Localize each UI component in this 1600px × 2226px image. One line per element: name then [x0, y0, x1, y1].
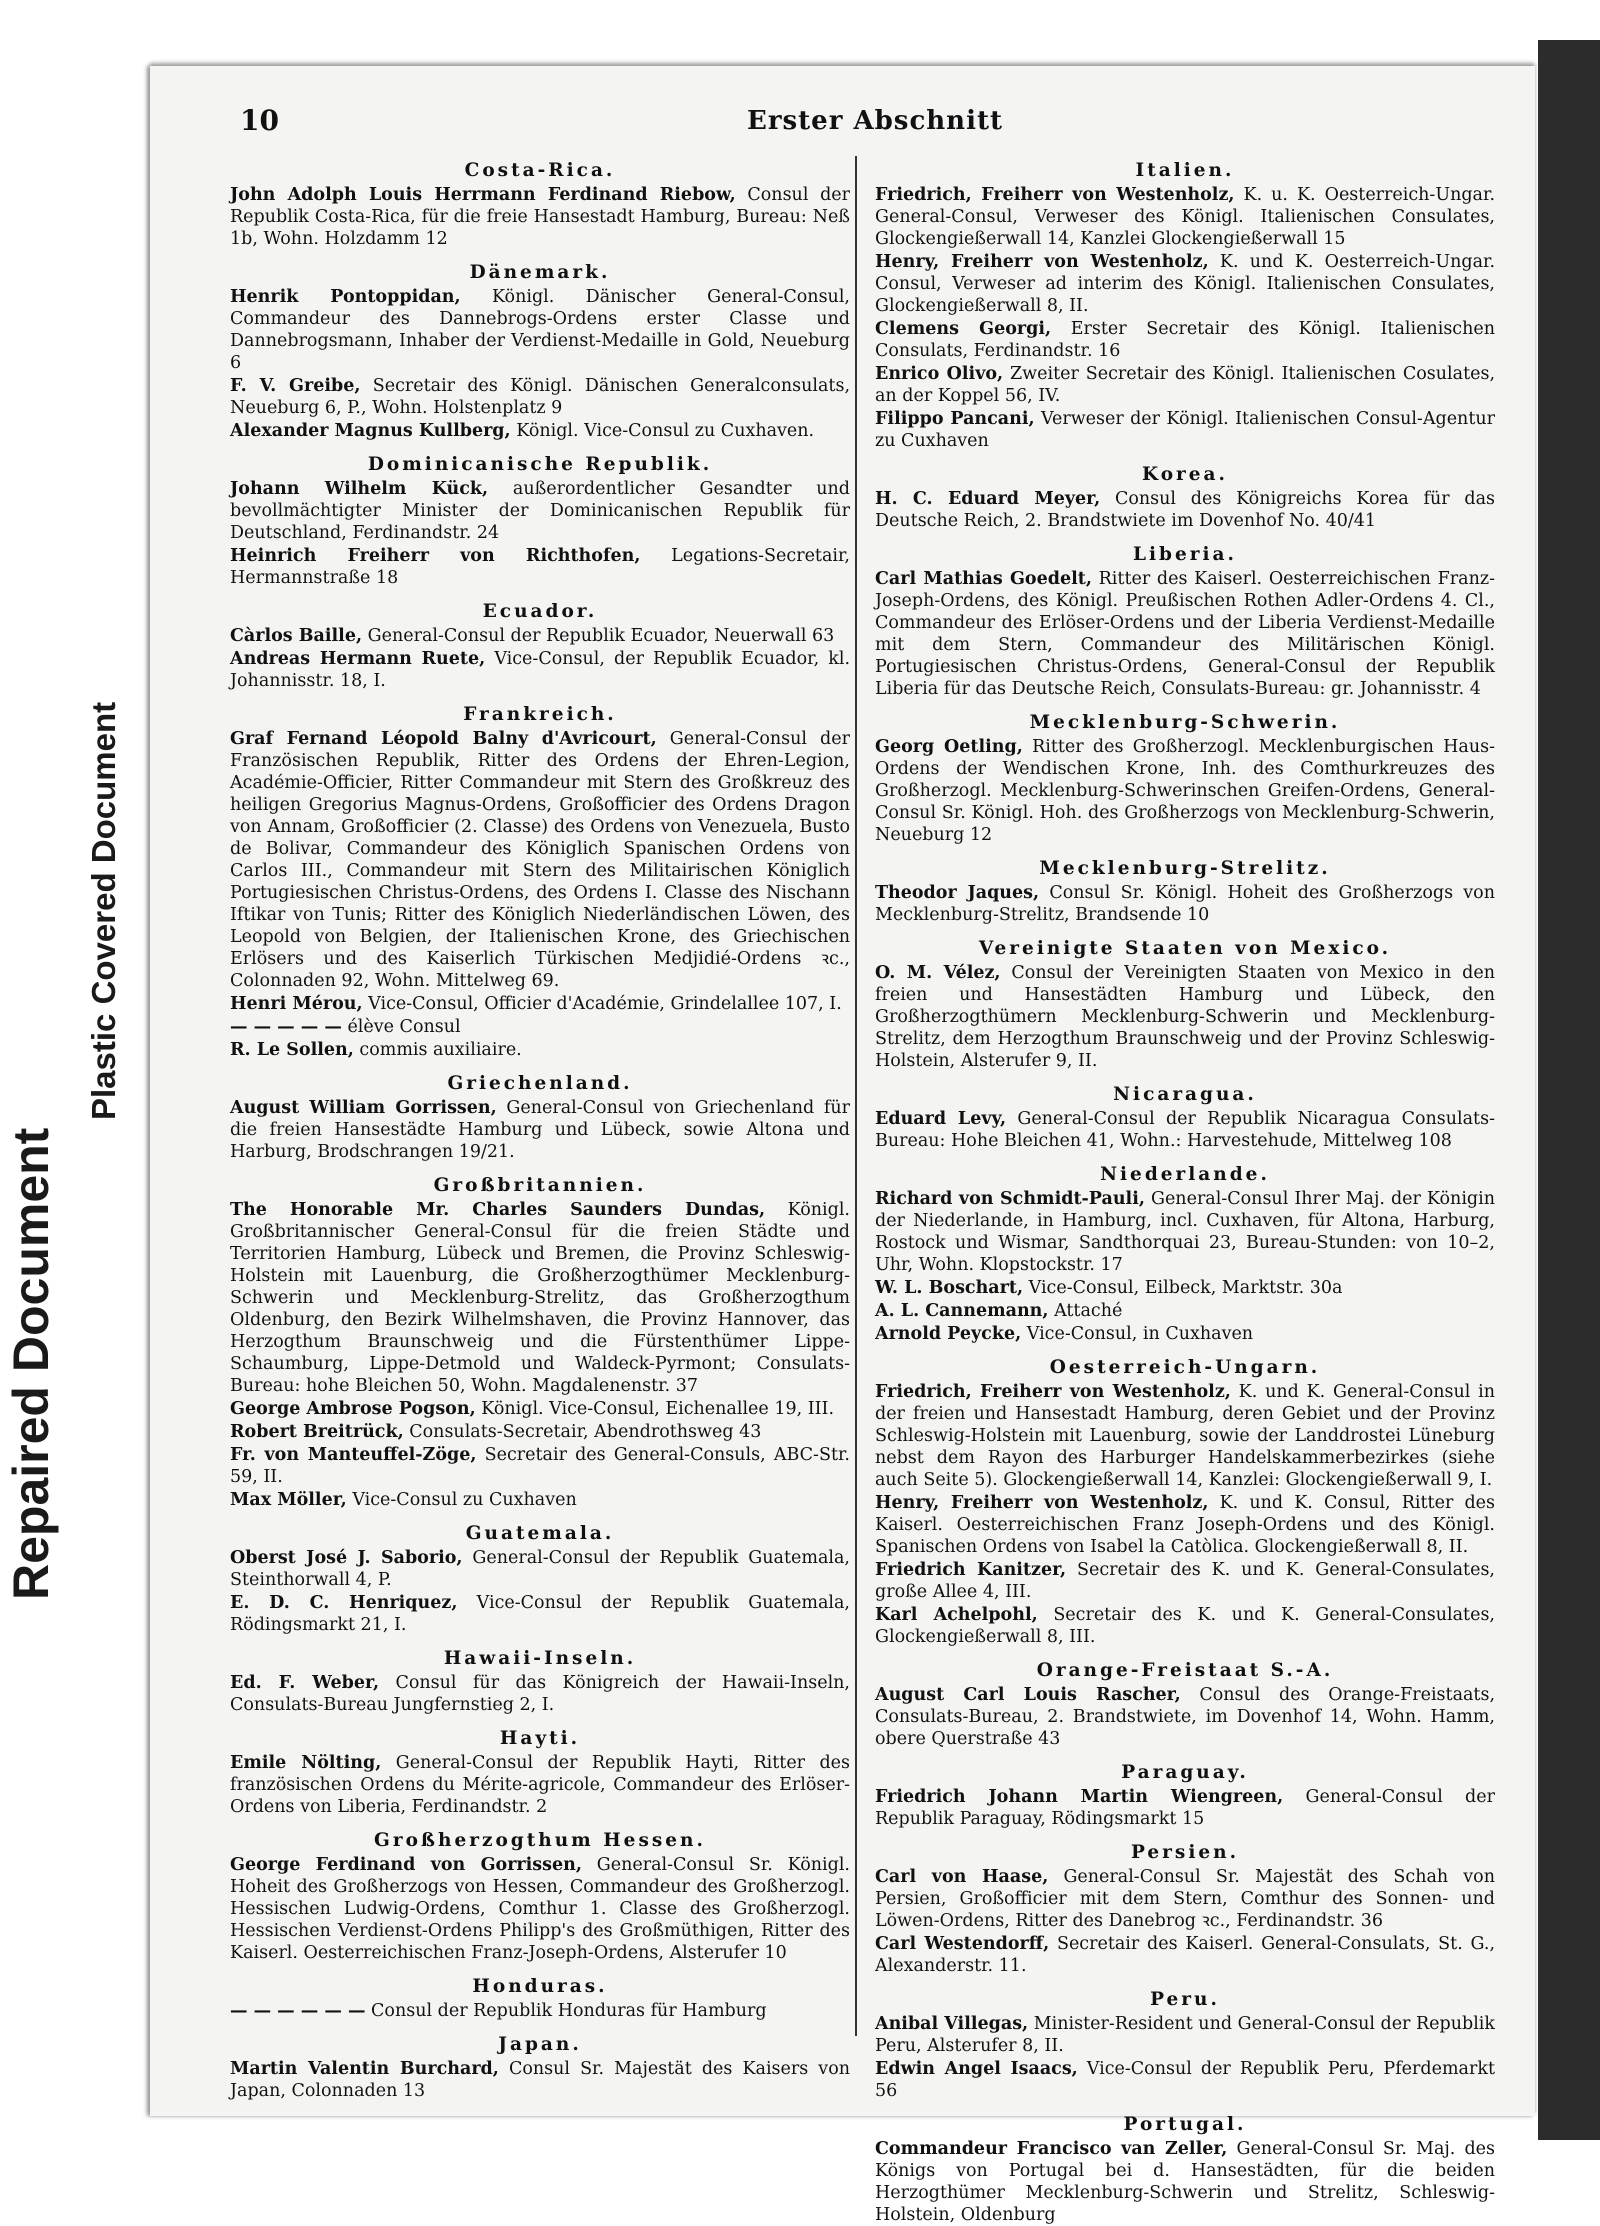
consul-entry [230, 1489, 850, 1511]
entry-name: Emile Nölting, [230, 1753, 382, 1773]
section-title: Paraguay. [1121, 1762, 1249, 1783]
section-title: Persien. [1130, 1842, 1240, 1863]
country-section [230, 1523, 850, 1636]
country-section [230, 262, 850, 442]
entry-name: August Carl Louis Rascher, [875, 1685, 1181, 1705]
consul-entry [230, 478, 850, 544]
consul-entry [230, 625, 850, 647]
country-section [230, 1728, 850, 1818]
consul-entry [230, 993, 850, 1015]
entry-text: Königl. Großbritannischer General-Consul für die freien Städte und Territorien Hamburg, Lübeck und Bremen, die Provinz Schleswig-Holstein mit Lauenburg, die Großherzogthümer Mecklenburg-Schwerin und Mecklenburg-Strelitz, das Großherzogthum Oldenburg, den Bezirk Wilhelmshaven, die Provinz Hannover, das Herzogthum Braunschweig und die Fürstenthümer Lippe-Schaumburg, Lippe-Detmold und Waldeck-Pyrmont; Consulats-Bureau: hohe Bleichen 50, Wohn. Magdalenenstr. 37 [230, 1200, 850, 1396]
entry-text: Secretair des Königl. Dänischen Generalconsulats, Neueburg 6, P., Wohn. Holstenplatz 9 [230, 376, 851, 418]
country-section [230, 1073, 850, 1163]
entry-text: Königl. Vice-Consul, Eichenallee 19, III. [475, 1399, 835, 1419]
consul-entry [230, 1199, 850, 1397]
consul-entry [875, 962, 1495, 1072]
section-title: Costa-Rica. [464, 160, 616, 181]
entry-name: Henry, Freiherr von Westenholz, [875, 252, 1209, 272]
entry-text: Legations-Secretair, Hermannstraße 18 [230, 546, 850, 588]
entry-text: General-Consul Sr. Majestät des Schah von Persien, Großofficier mit dem Stern, Comthur des Sonnen- und Löwen-Ordens, Ritter des Danebrog ꝛc., Ferdinandstr. 36 [875, 1867, 1495, 1931]
left-column [230, 156, 851, 2101]
section-title: Japan. [498, 2034, 582, 2055]
right-column [875, 156, 1496, 2225]
entry-name: Fr. von Manteuffel-Zöge, [230, 1445, 477, 1465]
entry-text: Königl. Vice-Consul zu Cuxhaven. [510, 421, 815, 441]
consul-entry [230, 1854, 850, 1964]
entry-text: Consul Sr. Majestät des Kaisers von Japan, Colonnaden 13 [230, 2059, 850, 2101]
entry-name: Max Möller, [230, 1490, 347, 1510]
entry-name: Oberst José J. Saborio, [230, 1548, 463, 1568]
side-label-plastic: Plastic Covered Document [85, 701, 122, 1120]
section-title: Italien. [1135, 160, 1235, 181]
consul-entry [230, 420, 850, 442]
entry-name: Edwin Angel Isaacs, [875, 2059, 1078, 2079]
entry-text: Vice-Consul, in Cuxhaven [1021, 1324, 1254, 1344]
consul-entry [875, 363, 1495, 407]
section-title: Vereinigte Staaten von Mexico. [978, 938, 1392, 959]
country-section [230, 1648, 850, 1716]
country-section [230, 2034, 850, 2102]
entry-text: Secretair des Kaiserl. General-Consulats, St. G., Alexanderstr. 11. [875, 1934, 1496, 1976]
country-section [875, 1989, 1495, 2102]
entry-text: Vice-Consul der Republik Peru, Pferdemarkt 56 [875, 2059, 1495, 2101]
consul-entry [230, 1672, 850, 1716]
consul-entry [875, 1300, 1495, 1322]
country-section [875, 858, 1495, 926]
consul-entry [875, 1381, 1495, 1491]
entry-text: Consul des Königreichs Korea für das Deutsche Reich, 2. Brandstwiete im Dovenhof No. 40/41 [875, 489, 1495, 531]
consul-entry [875, 1866, 1495, 1932]
entry-text: Consul für das Königreich der Hawaii-Inseln, Consulats-Bureau Jungfernstieg 2, I. [230, 1673, 850, 1715]
entry-text: General-Consul Ihrer Maj. der Königin der Niederlande, in Hamburg, incl. Cuxhaven, für Altona, Harburg, Rostock und Wismar, Sandthorquai 23, Bureau-Stunden: von 10–2, Uhr, Wohn. Klopstockstr. 17 [875, 1189, 1495, 1275]
section-title: Honduras. [472, 1976, 608, 1997]
section-title: Mecklenburg-Schwerin. [1029, 712, 1341, 733]
consul-entry [875, 2058, 1495, 2102]
entry-text: K. und K. Consul, Ritter des Kaiserl. Oesterreichischen Franz Joseph-Ordens und des Königl. Spanischen Ordens von Isabel la Catòlica. Glockengießerwall 8, II. [875, 1493, 1495, 1557]
country-section [230, 160, 850, 250]
entry-name: Heinrich Freiherr von Richthofen, [230, 546, 641, 566]
country-section [230, 704, 850, 1061]
consul-entry [875, 736, 1495, 846]
side-label-repaired: Repaired Document [3, 1127, 59, 1600]
entry-text: außerordentlicher Gesandter und bevollmächtigter Minister der Dominicanischen Republik für Deutschland, Ferdinandstr. 24 [230, 479, 851, 543]
consul-entry [875, 184, 1495, 250]
entry-name: A. L. Cannemann, [875, 1301, 1049, 1321]
entry-text: Erster Secretair des Königl. Italienischen Consulats, Ferdinandstr. 16 [875, 319, 1495, 361]
consul-entry [230, 2058, 850, 2102]
entry-name: Friedrich Johann Martin Wiengreen, [875, 1787, 1284, 1807]
country-section [230, 1175, 850, 1511]
entry-name: Friedrich Kanitzer, [875, 1560, 1067, 1580]
entry-text: General-Consul der Republik Ecuador, Neuerwall 63 [362, 626, 835, 646]
entry-name: John Adolph Louis Herrmann Ferdinand Riebow, [230, 185, 736, 205]
consul-entry [875, 2138, 1495, 2226]
section-title: Großherzogthum Hessen. [374, 1830, 706, 1851]
section-title: Hayti. [499, 1728, 581, 1749]
entry-name: Theodor Jaques, [875, 883, 1040, 903]
entry-name: O. M. Vélez, [875, 963, 1001, 983]
running-head: Erster Abschnitt [747, 106, 1003, 136]
consul-entry [230, 1592, 850, 1636]
country-section [875, 938, 1495, 1072]
section-title: Peru. [1150, 1989, 1220, 2010]
consul-entry [230, 545, 850, 589]
country-section [230, 454, 850, 589]
entry-text: Königl. Dänischer General-Consul, Commandeur des Dannebrogs-Ordens erster Classe und Dannebrogsmann, Inhaber der Verdienst-Medaille in Gold, Neueburg 6 [230, 287, 850, 373]
entry-name: Martin Valentin Burchard, [230, 2059, 499, 2079]
country-section [875, 1357, 1495, 1648]
entry-text: Consul der Republik Honduras für Hamburg [365, 2001, 767, 2021]
entry-text: élève Consul [341, 1017, 461, 1037]
entry-text: Vice-Consul, der Republik Ecuador, kl. Johannisstr. 18, I. [230, 649, 851, 691]
country-section [875, 2114, 1495, 2226]
section-title: Dänemark. [469, 262, 611, 283]
consul-entry [230, 728, 850, 992]
page-number: 10 [240, 104, 279, 137]
entry-name: Carl von Haase, [875, 1867, 1049, 1887]
consul-entry [875, 1786, 1495, 1830]
entry-text: General-Consul Sr. Maj. des Königs von Portugal bei d. Hansestädten, für die beiden Herzogthümer Mecklenburg-Schwerin und Strelitz, Schleswig-Holstein, Oldenburg [875, 2139, 1496, 2225]
country-section [875, 1164, 1495, 1345]
entry-name: — — — — — [230, 1017, 342, 1037]
consul-entry [230, 1097, 850, 1163]
entry-name: George Ambrose Pogson, [230, 1399, 476, 1419]
entry-text: Consul Sr. Königl. Hoheit des Großherzogs von Mecklenburg-Strelitz, Brandsende 10 [875, 883, 1495, 925]
consul-entry [230, 1444, 850, 1488]
country-section [875, 1842, 1495, 1977]
entry-name: Henri Mérou, [230, 994, 363, 1014]
entry-text: Vice-Consul, Eilbeck, Marktstr. 30a [1023, 1278, 1343, 1298]
entry-text: General-Consul der Republik Hayti, Ritter des französischen Ordens du Mérite-agricole, Commandeur des Erlöser-Ordens von Liberia, Ferdinandstr. 2 [230, 1753, 850, 1817]
consul-entry [230, 1039, 850, 1061]
entry-text: Consulats-Secretair, Abendrothsweg 43 [403, 1422, 762, 1442]
entry-name: Georg Oetling, [875, 737, 1023, 757]
section-title: Ecuador. [482, 601, 598, 622]
consul-entry [230, 648, 850, 692]
consul-entry [875, 1492, 1495, 1558]
section-title: Oesterreich-Ungarn. [1049, 1357, 1321, 1378]
entry-name: The Honorable Mr. Charles Saunders Dundas, [230, 1200, 766, 1220]
entry-name: Alexander Magnus Kullberg, [230, 421, 511, 441]
entry-text: Secretair des K. und K. General-Consulates, Glockengießerwall 8, III. [875, 1605, 1495, 1647]
section-title: Niederlande. [1100, 1164, 1270, 1185]
entry-text: Secretair des K. und K. General-Consulates, große Allee 4, III. [875, 1560, 1495, 1602]
consul-entry [875, 568, 1495, 700]
consul-entry [875, 488, 1495, 532]
entry-name: Karl Achelpohl, [875, 1605, 1038, 1625]
consul-entry [230, 2000, 850, 2022]
section-title: Hawaii-Inseln. [443, 1648, 637, 1669]
document-page [150, 66, 1535, 2225]
entry-text: General-Consul von Griechenland für die freien Hansestädte Hamburg und Lübeck, sowie Altona und Harburg, Brodschrangen 19/21. [230, 1098, 850, 1162]
entry-name: Enrico Olivo, [875, 364, 1004, 384]
country-section [875, 464, 1495, 532]
entry-text: Verweser der Königl. Italienischen Consul-Agentur zu Cuxhaven [875, 409, 1495, 451]
consul-entry [875, 1604, 1495, 1648]
entry-name: Friedrich, Freiherr von Westenholz, [875, 1382, 1231, 1402]
section-title: Orange-Freistaat S.-A. [1036, 1660, 1334, 1681]
country-section [230, 1830, 850, 1964]
section-title: Korea. [1142, 464, 1228, 485]
consul-entry [875, 2013, 1495, 2057]
consul-entry [875, 1684, 1495, 1750]
consul-entry [230, 1547, 850, 1591]
entry-text: General-Consul der Französischen Republik, Ritter des Ordens der Ehren-Legion, Académie-Officier, Ritter Commandeur mit Stern des Großkreuz des heiligen Gregorius Magnus-Ordens, Großofficier des Ordens Dragon von Annam, Großofficier (2. Classe) des Ordens von Venezuela, Busto de Bolivar, Commandeur des Königlich Spanischen Ordens von Carlos III., Commandeur mit Stern des Militairischen Königlich Portugiesischen Christus-Ordens, des Ordens I. Classe des Nischann Iftikar von Tunis; Ritter des Königlich Niederländischen Löwen, des Leopold von Belgien, der Italienischen Krone, des Griechischen Erlösers und des Kaiserlich Türkischen Medjidié-Ordens ꝛc., Colonnaden 92, Wohn. Mittelweg 69. [230, 729, 850, 991]
section-title: Frankreich. [463, 704, 617, 725]
entry-text: General-Consul der Republik Paraguay, Rödingsmarkt 15 [875, 1787, 1495, 1829]
country-section [230, 601, 850, 692]
entry-text: Consul der Vereinigten Staaten von Mexico in den freien und Hansestädten Hamburg und Lübeck, den Großherzogthümern Mecklenburg-Schwerin und Mecklenburg-Strelitz, dem Herzogthum Braunschweig und der Provinz Schleswig-Holstein, Alsterufer 9, II. [875, 963, 1495, 1071]
entry-text: Consul des Orange-Freistaats, Consulats-Bureau, 2. Brandstwiete, im Dovenhof 14, Wohn. Hamm, obere Querstraße 43 [875, 1685, 1496, 1749]
consul-entry [230, 1398, 850, 1420]
country-section [875, 1084, 1495, 1152]
consul-entry [230, 1016, 850, 1038]
section-title: Guatemala. [465, 1523, 615, 1544]
entry-text: K. und K. Oesterreich-Ungar. Consul, Verweser ad interim des Königl. Italienischen Consulates, Glockengießerwall 8, II. [875, 252, 1496, 316]
consul-entry [230, 1421, 850, 1443]
entry-name: Carl Mathias Goedelt, [875, 569, 1092, 589]
entry-text: Attaché [1048, 1301, 1123, 1321]
section-title: Nicaragua. [1113, 1084, 1257, 1105]
entry-text: Vice-Consul, Officier d'Académie, Grindelallee 107, I. [362, 994, 842, 1014]
section-title: Portugal. [1123, 2114, 1247, 2135]
entry-name: Henrik Pontoppidan, [230, 287, 461, 307]
consul-entry [230, 184, 850, 250]
entry-name: R. Le Sollen, [230, 1040, 354, 1060]
entry-name: Clemens Georgi, [875, 319, 1052, 339]
consul-entry [230, 375, 850, 419]
section-title: Großbritannien. [433, 1175, 647, 1196]
scan-border [1538, 40, 1600, 2140]
section-title: Griechenland. [447, 1073, 633, 1094]
consul-entry [875, 1933, 1495, 1977]
entry-text: Vice-Consul der Republik Guatemala, Rödingsmarkt 21, I. [230, 1593, 850, 1635]
consul-entry [875, 1188, 1495, 1276]
consul-entry [875, 1108, 1495, 1152]
entry-text: K. und K. General-Consul in der freien und Hansestadt Hamburg, deren Gebiet und der Provinz Schleswig-Holstein mit Lauenburg, sowie der Landdrostei Lüneburg nebst dem Rayon des Harburger Handelskammerbezirkes (siehe auch Seite 5). Glockengießerwall 14, Kanzlei: Glockengießerwall 9, I. [875, 1382, 1495, 1490]
consul-entry [230, 1752, 850, 1818]
entry-name: Arnold Peycke, [875, 1324, 1022, 1344]
entry-name: H. C. Eduard Meyer, [875, 489, 1101, 509]
consul-entry [875, 882, 1495, 926]
entry-name: Johann Wilhelm Kück, [230, 479, 489, 499]
entry-name: — — — — — — [230, 2001, 366, 2021]
section-title: Mecklenburg-Strelitz. [1039, 858, 1331, 879]
consul-entry [875, 1323, 1495, 1345]
entry-text: commis auxiliaire. [353, 1040, 522, 1060]
entry-name: Càrlos Baille, [230, 626, 363, 646]
entry-name: F. V. Greibe, [230, 376, 361, 396]
country-section [875, 1660, 1495, 1750]
consul-entry [230, 286, 850, 374]
entry-name: Friedrich, Freiherr von Westenholz, [875, 185, 1235, 205]
entry-name: Filippo Pancani, [875, 409, 1035, 429]
section-title: Liberia. [1133, 544, 1237, 565]
entry-name: Graf Fernand Léopold Balny d'Avricourt, [230, 729, 657, 749]
entry-name: W. L. Boschart, [875, 1278, 1024, 1298]
entry-text: General-Consul der Republik Nicaragua Consulats-Bureau: Hohe Bleichen 41, Wohn.: Harvestehude, Mittelweg 108 [875, 1109, 1495, 1151]
entry-name: Richard von Schmidt-Pauli, [875, 1189, 1145, 1209]
entry-name: Henry, Freiherr von Westenholz, [875, 1493, 1209, 1513]
entry-name: Robert Breitrück, [230, 1422, 404, 1442]
country-section [875, 544, 1495, 700]
entry-text: Zweiter Secretair des Königl. Italienischen Cosulates, an der Koppel 56, IV. [875, 364, 1496, 406]
entry-text: Ritter des Kaiserl. Oesterreichischen Franz-Joseph-Ordens, des Königl. Preußischen Rothen Adler-Ordens 4. Cl., Commandeur des Erlöser-Ordens und der Liberia Verdienst-Medaille mit dem Stern, Commandeur des Militärischen Königl. Portugiesischen Christus-Ordens, General-Consul der Republik Liberia für das Deutsche Reich, Consulats-Bureau: gr. Johannisstr. 4 [875, 569, 1495, 699]
page-header [240, 104, 1510, 154]
entry-name: Anibal Villegas, [875, 2014, 1029, 2034]
consul-entry [875, 1559, 1495, 1603]
country-section [230, 1976, 850, 2022]
entry-name: Commandeur Francisco van Zeller, [875, 2139, 1228, 2159]
consul-entry [875, 1277, 1495, 1299]
column-rule [855, 156, 857, 2036]
entry-name: Carl Westendorff, [875, 1934, 1050, 1954]
section-title: Dominicanische Republik. [367, 454, 713, 475]
country-section [875, 712, 1495, 846]
entry-name: August William Gorrissen, [230, 1098, 497, 1118]
entry-text: K. u. K. Oesterreich-Ungar. General-Consul, Verweser des Königl. Italienischen Consulates, Glockengießerwall 14, Kanzlei Glockengießerwall 15 [875, 185, 1496, 249]
consul-entry [875, 408, 1495, 452]
country-section [875, 160, 1495, 452]
country-section [875, 1762, 1495, 1830]
consul-entry [875, 251, 1495, 317]
entry-name: Andreas Hermann Ruete, [230, 649, 486, 669]
entry-text: Minister-Resident und General-Consul der Republik Peru, Alsterufer 8, II. [875, 2014, 1496, 2056]
entry-text: Secretair des General-Consuls, ABC-Str. 59, II. [230, 1445, 850, 1487]
entry-text: General-Consul Sr. Königl. Hoheit des Großherzogs von Hessen, Commandeur des Großherzogl. Hessischen Ludwig-Ordens, Comthur 1. Classe des Großherzogl. Hessischen Verdienst-Ordens Philipp's des Großmüthigen, Ritter des Kaiserl. Oesterreichischen Franz-Joseph-Ordens, Alsterufer 10 [230, 1855, 850, 1963]
entry-name: E. D. C. Henriquez, [230, 1593, 458, 1613]
consul-entry [875, 318, 1495, 362]
entry-text: Consul der Republik Costa-Rica, für die freie Hansestadt Hamburg, Bureau: Neß 1b, Wohn. Holzdamm 12 [230, 185, 850, 249]
entry-name: Ed. F. Weber, [230, 1673, 380, 1693]
entry-text: General-Consul der Republik Guatemala, Steinthorwall 4, P. [230, 1548, 850, 1590]
entry-name: Eduard Levy, [875, 1109, 1007, 1129]
entry-text: Ritter des Großherzogl. Mecklenburgischen Haus-Ordens der Wendischen Krone, Inh. des Comthurkreuzes des Großherzogl. Mecklenburg-Schwerinschen Greifen-Ordens, General-Consul Sr. Königl. Hoh. des Großherzogs von Mecklenburg-Schwerin, Neueburg 12 [875, 737, 1495, 845]
entry-text: Vice-Consul zu Cuxhaven [346, 1490, 577, 1510]
entry-name: George Ferdinand von Gorrissen, [230, 1855, 582, 1875]
